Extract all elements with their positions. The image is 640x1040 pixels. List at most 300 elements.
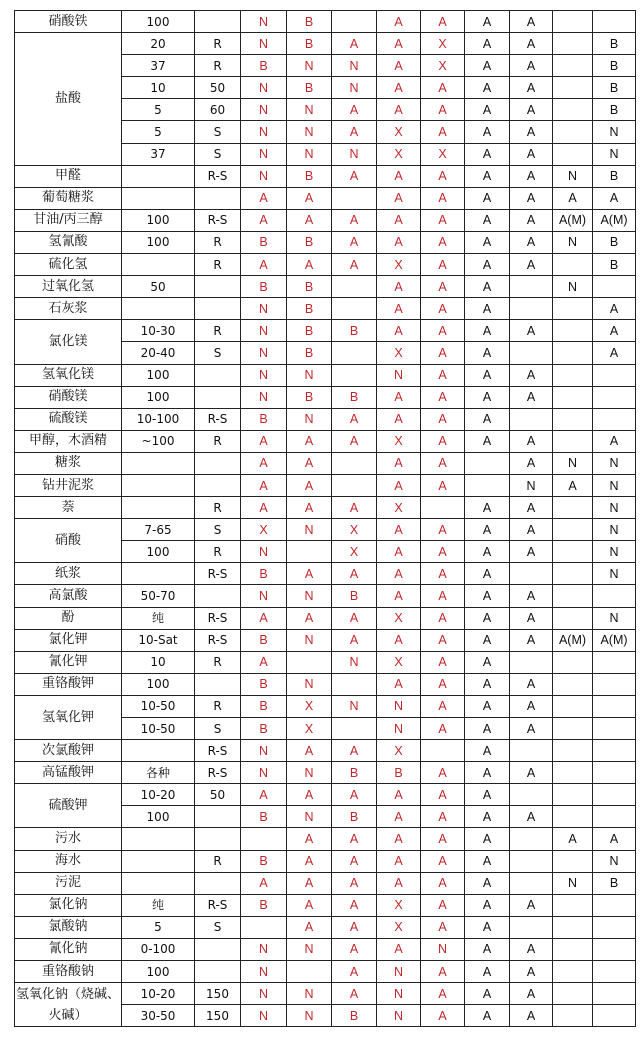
chemical-name-cell: 甘油/丙三醇: [15, 209, 122, 231]
rating-cell: A: [593, 430, 636, 452]
rating-cell: X: [377, 497, 421, 519]
rating-cell: A: [465, 916, 510, 938]
rating-cell: [553, 33, 593, 55]
rating-cell: N: [510, 474, 553, 496]
rating-cell: A: [287, 209, 332, 231]
rating-cell: [553, 607, 593, 629]
rating-cell: A: [465, 784, 510, 806]
rating-cell: A: [377, 386, 421, 408]
rating-cell: [510, 916, 553, 938]
concentration-cell: 37: [122, 55, 195, 77]
rating-cell: A: [465, 364, 510, 386]
rating-cell: [332, 474, 377, 496]
rating-cell: N: [287, 519, 332, 541]
rating-cell: [593, 806, 636, 828]
rating-cell: B: [241, 718, 287, 740]
rating-cell: N: [241, 77, 287, 99]
concentration-cell: 10-20: [122, 983, 195, 1005]
temperature-cell: R: [195, 55, 241, 77]
rating-cell: X: [241, 519, 287, 541]
rating-cell: A: [421, 894, 465, 916]
table-row: [15, 938, 636, 960]
concentration-cell: 100: [122, 541, 195, 563]
chemical-name-cell: 氰化钠: [15, 938, 122, 960]
chemical-name-cell: 硝酸: [15, 519, 122, 563]
rating-cell: A: [510, 718, 553, 740]
concentration-cell: 10-Sat: [122, 629, 195, 651]
rating-cell: N: [553, 231, 593, 253]
temperature-cell: R-S: [195, 740, 241, 762]
rating-cell: B: [593, 99, 636, 121]
rating-cell: A: [287, 850, 332, 872]
rating-cell: N: [377, 695, 421, 717]
rating-cell: B: [287, 386, 332, 408]
rating-cell: N: [241, 983, 287, 1005]
rating-cell: A: [287, 430, 332, 452]
temperature-cell: [195, 386, 241, 408]
rating-cell: [510, 298, 553, 320]
rating-cell: A: [377, 806, 421, 828]
rating-cell: A: [465, 430, 510, 452]
rating-cell: A: [287, 254, 332, 276]
rating-cell: A: [421, 165, 465, 187]
chemical-name-cell: 重铬酸钠: [15, 961, 122, 983]
table-row: [15, 430, 636, 452]
rating-cell: [593, 1005, 636, 1027]
table-row: [15, 254, 636, 276]
table-row: [15, 762, 636, 784]
concentration-cell: 10-100: [122, 408, 195, 430]
rating-cell: N: [241, 1005, 287, 1027]
table-row: [15, 276, 636, 298]
rating-cell: A: [510, 452, 553, 474]
rating-cell: N: [241, 143, 287, 165]
rating-cell: N: [332, 695, 377, 717]
rating-cell: X: [377, 121, 421, 143]
temperature-cell: [195, 474, 241, 496]
rating-cell: A: [332, 497, 377, 519]
rating-cell: A: [510, 673, 553, 695]
concentration-cell: 100: [122, 364, 195, 386]
rating-cell: A: [510, 77, 553, 99]
rating-cell: A: [465, 143, 510, 165]
rating-cell: A: [510, 806, 553, 828]
rating-cell: A: [332, 850, 377, 872]
rating-cell: A: [377, 408, 421, 430]
rating-cell: A: [593, 320, 636, 342]
rating-cell: [332, 298, 377, 320]
rating-cell: [553, 983, 593, 1005]
rating-cell: B: [287, 77, 332, 99]
rating-cell: [553, 342, 593, 364]
rating-cell: A: [421, 563, 465, 585]
rating-cell: A: [287, 474, 332, 496]
rating-cell: A: [465, 497, 510, 519]
rating-cell: A: [421, 718, 465, 740]
rating-cell: B: [377, 762, 421, 784]
rating-cell: N: [241, 541, 287, 563]
rating-cell: A: [465, 762, 510, 784]
rating-cell: [465, 452, 510, 474]
concentration-cell: 0-100: [122, 938, 195, 960]
rating-cell: A: [377, 33, 421, 55]
rating-cell: A: [465, 850, 510, 872]
rating-cell: [553, 695, 593, 717]
rating-cell: A: [332, 607, 377, 629]
rating-cell: N: [241, 99, 287, 121]
rating-cell: X: [377, 607, 421, 629]
rating-cell: A: [465, 607, 510, 629]
temperature-cell: S: [195, 342, 241, 364]
temperature-cell: [195, 673, 241, 695]
rating-cell: B: [287, 320, 332, 342]
rating-cell: A: [377, 452, 421, 474]
temperature-cell: R: [195, 430, 241, 452]
rating-cell: [287, 651, 332, 673]
rating-cell: B: [241, 408, 287, 430]
rating-cell: N: [287, 673, 332, 695]
rating-cell: A: [465, 386, 510, 408]
temperature-cell: R: [195, 254, 241, 276]
temperature-cell: R-S: [195, 762, 241, 784]
rating-cell: A: [421, 673, 465, 695]
rating-cell: [593, 916, 636, 938]
rating-cell: A: [510, 541, 553, 563]
rating-cell: B: [593, 231, 636, 253]
concentration-cell: 5: [122, 916, 195, 938]
rating-cell: A: [593, 828, 636, 850]
rating-cell: A: [332, 784, 377, 806]
rating-cell: N: [553, 165, 593, 187]
rating-cell: A: [465, 1005, 510, 1027]
rating-cell: A: [510, 629, 553, 651]
rating-cell: A: [332, 33, 377, 55]
temperature-cell: [195, 452, 241, 474]
temperature-cell: R: [195, 33, 241, 55]
rating-cell: [241, 916, 287, 938]
concentration-cell: 100: [122, 11, 195, 33]
rating-cell: [553, 850, 593, 872]
rating-cell: A: [421, 983, 465, 1005]
table-row: [15, 364, 636, 386]
rating-cell: X: [421, 33, 465, 55]
chemical-name-cell: 甲醛: [15, 165, 122, 187]
rating-cell: A: [421, 519, 465, 541]
rating-cell: [421, 497, 465, 519]
chemical-name-cell: 甲醇，木酒精: [15, 430, 122, 452]
rating-cell: X: [377, 916, 421, 938]
rating-cell: N: [287, 585, 332, 607]
rating-cell: [553, 55, 593, 77]
rating-cell: B: [332, 320, 377, 342]
rating-cell: A: [377, 629, 421, 651]
rating-cell: X: [421, 55, 465, 77]
rating-cell: A: [421, 11, 465, 33]
rating-cell: [553, 651, 593, 673]
rating-cell: A: [377, 320, 421, 342]
rating-cell: B: [241, 231, 287, 253]
rating-cell: N: [377, 364, 421, 386]
rating-cell: [241, 828, 287, 850]
rating-cell: N: [553, 276, 593, 298]
concentration-cell: [122, 497, 195, 519]
rating-cell: A: [287, 563, 332, 585]
rating-cell: A: [465, 961, 510, 983]
concentration-cell: 100: [122, 209, 195, 231]
rating-cell: [553, 740, 593, 762]
chemical-name-cell: 氢氧化镁: [15, 364, 122, 386]
rating-cell: A: [510, 187, 553, 209]
rating-cell: B: [287, 11, 332, 33]
rating-cell: B: [287, 33, 332, 55]
chemical-name-cell: 氢氰酸: [15, 231, 122, 253]
rating-cell: A: [421, 762, 465, 784]
rating-cell: N: [593, 452, 636, 474]
rating-cell: A: [510, 121, 553, 143]
rating-cell: A: [465, 231, 510, 253]
temperature-cell: R-S: [195, 408, 241, 430]
rating-cell: A: [510, 983, 553, 1005]
rating-cell: B: [332, 585, 377, 607]
rating-cell: A: [377, 585, 421, 607]
concentration-cell: 50-70: [122, 585, 195, 607]
temperature-cell: S: [195, 916, 241, 938]
rating-cell: B: [241, 276, 287, 298]
rating-cell: N: [241, 33, 287, 55]
rating-cell: N: [241, 961, 287, 983]
rating-cell: B: [241, 695, 287, 717]
rating-cell: A: [553, 828, 593, 850]
rating-cell: A: [510, 231, 553, 253]
rating-cell: A: [332, 916, 377, 938]
rating-cell: X: [287, 695, 332, 717]
rating-cell: [421, 740, 465, 762]
rating-cell: A: [377, 77, 421, 99]
rating-cell: A: [377, 828, 421, 850]
rating-cell: A: [510, 55, 553, 77]
rating-cell: A: [421, 806, 465, 828]
rating-cell: A: [421, 452, 465, 474]
rating-cell: A: [241, 209, 287, 231]
temperature-cell: R-S: [195, 209, 241, 231]
chemical-name-cell: 盐酸: [15, 33, 122, 166]
table-row: [15, 386, 636, 408]
temperature-cell: [195, 585, 241, 607]
concentration-cell: 5: [122, 121, 195, 143]
rating-cell: N: [287, 121, 332, 143]
concentration-cell: 10-50: [122, 695, 195, 717]
rating-cell: [553, 11, 593, 33]
concentration-cell: 37: [122, 143, 195, 165]
chemical-name-cell: 酚: [15, 607, 122, 629]
rating-cell: X: [332, 519, 377, 541]
rating-cell: N: [241, 320, 287, 342]
concentration-cell: 10-30: [122, 320, 195, 342]
rating-cell: A: [332, 894, 377, 916]
rating-cell: [332, 718, 377, 740]
table-row: [15, 651, 636, 673]
table-row: [15, 231, 636, 253]
concentration-cell: [122, 452, 195, 474]
rating-cell: A: [421, 872, 465, 894]
chemical-compatibility-table-wrapper: [14, 10, 636, 1027]
rating-cell: A: [421, 850, 465, 872]
rating-cell: N: [287, 983, 332, 1005]
rating-cell: [332, 276, 377, 298]
rating-cell: A: [332, 430, 377, 452]
rating-cell: [593, 784, 636, 806]
table-row: [15, 187, 636, 209]
rating-cell: A: [465, 55, 510, 77]
rating-cell: A: [421, 474, 465, 496]
rating-cell: [593, 695, 636, 717]
rating-cell: [593, 408, 636, 430]
rating-cell: A: [510, 894, 553, 916]
concentration-cell: 100: [122, 961, 195, 983]
chemical-name-cell: 过氧化氢: [15, 276, 122, 298]
rating-cell: A: [287, 894, 332, 916]
rating-cell: A: [510, 99, 553, 121]
rating-cell: A: [332, 563, 377, 585]
rating-cell: B: [332, 762, 377, 784]
rating-cell: A: [421, 320, 465, 342]
concentration-cell: 100: [122, 231, 195, 253]
rating-cell: [332, 364, 377, 386]
rating-cell: A: [510, 254, 553, 276]
rating-cell: A: [421, 651, 465, 673]
rating-cell: A: [593, 342, 636, 364]
rating-cell: N: [287, 364, 332, 386]
rating-cell: A: [332, 209, 377, 231]
temperature-cell: R-S: [195, 165, 241, 187]
rating-cell: A: [377, 209, 421, 231]
rating-cell: [510, 651, 553, 673]
rating-cell: A: [287, 740, 332, 762]
rating-cell: N: [332, 651, 377, 673]
rating-cell: B: [241, 55, 287, 77]
rating-cell: A: [377, 519, 421, 541]
rating-cell: A: [421, 585, 465, 607]
rating-cell: A: [465, 342, 510, 364]
rating-cell: N: [287, 1005, 332, 1027]
rating-cell: A: [465, 718, 510, 740]
rating-cell: A: [377, 276, 421, 298]
rating-cell: N: [287, 143, 332, 165]
rating-cell: N: [593, 497, 636, 519]
rating-cell: A: [332, 828, 377, 850]
rating-cell: N: [287, 762, 332, 784]
rating-cell: [553, 961, 593, 983]
rating-cell: A: [241, 452, 287, 474]
rating-cell: X: [377, 254, 421, 276]
table-row: [15, 629, 636, 651]
concentration-cell: 100: [122, 673, 195, 695]
concentration-cell: 10: [122, 77, 195, 99]
rating-cell: A: [510, 430, 553, 452]
rating-cell: A: [510, 143, 553, 165]
rating-cell: B: [593, 872, 636, 894]
rating-cell: A: [465, 519, 510, 541]
temperature-cell: [195, 11, 241, 33]
table-row: [15, 320, 636, 342]
rating-cell: [553, 77, 593, 99]
rating-cell: A: [465, 298, 510, 320]
temperature-cell: R: [195, 651, 241, 673]
rating-cell: A: [421, 99, 465, 121]
rating-cell: A: [421, 187, 465, 209]
rating-cell: X: [377, 430, 421, 452]
rating-cell: [553, 99, 593, 121]
table-row: [15, 916, 636, 938]
rating-cell: [553, 718, 593, 740]
chemical-name-cell: 糖浆: [15, 452, 122, 474]
rating-cell: [510, 276, 553, 298]
rating-cell: N: [332, 77, 377, 99]
rating-cell: N: [287, 806, 332, 828]
rating-cell: A: [421, 342, 465, 364]
rating-cell: [593, 673, 636, 695]
rating-cell: A: [377, 11, 421, 33]
temperature-cell: S: [195, 718, 241, 740]
rating-cell: A: [465, 983, 510, 1005]
rating-cell: [510, 828, 553, 850]
rating-cell: [553, 1005, 593, 1027]
rating-cell: X: [421, 143, 465, 165]
rating-cell: A(M): [593, 629, 636, 651]
rating-cell: A: [287, 607, 332, 629]
rating-cell: A: [510, 762, 553, 784]
rating-cell: [593, 585, 636, 607]
rating-cell: [287, 961, 332, 983]
chemical-name-cell: 海水: [15, 850, 122, 872]
temperature-cell: [195, 938, 241, 960]
rating-cell: A: [377, 850, 421, 872]
rating-cell: A: [465, 673, 510, 695]
temperature-cell: 150: [195, 983, 241, 1005]
rating-cell: X: [377, 740, 421, 762]
rating-cell: B: [241, 806, 287, 828]
rating-cell: A: [287, 187, 332, 209]
rating-cell: A: [510, 519, 553, 541]
rating-cell: [553, 541, 593, 563]
rating-cell: [593, 386, 636, 408]
rating-cell: A: [421, 209, 465, 231]
rating-cell: X: [377, 143, 421, 165]
rating-cell: A: [332, 99, 377, 121]
concentration-cell: 纯: [122, 894, 195, 916]
table-row: [15, 585, 636, 607]
rating-cell: A: [465, 740, 510, 762]
temperature-cell: S: [195, 143, 241, 165]
concentration-cell: 纯: [122, 607, 195, 629]
rating-cell: N: [287, 408, 332, 430]
rating-cell: A: [510, 364, 553, 386]
concentration-cell: [122, 872, 195, 894]
table-row: [15, 563, 636, 585]
rating-cell: A: [332, 872, 377, 894]
rating-cell: N: [241, 364, 287, 386]
rating-cell: A: [465, 254, 510, 276]
rating-cell: A: [332, 938, 377, 960]
rating-cell: [553, 143, 593, 165]
chemical-name-cell: 重铬酸钾: [15, 673, 122, 695]
rating-cell: A: [510, 165, 553, 187]
rating-cell: X: [332, 541, 377, 563]
table-row: [15, 673, 636, 695]
table-row: [15, 894, 636, 916]
rating-cell: A: [421, 916, 465, 938]
rating-cell: [553, 408, 593, 430]
